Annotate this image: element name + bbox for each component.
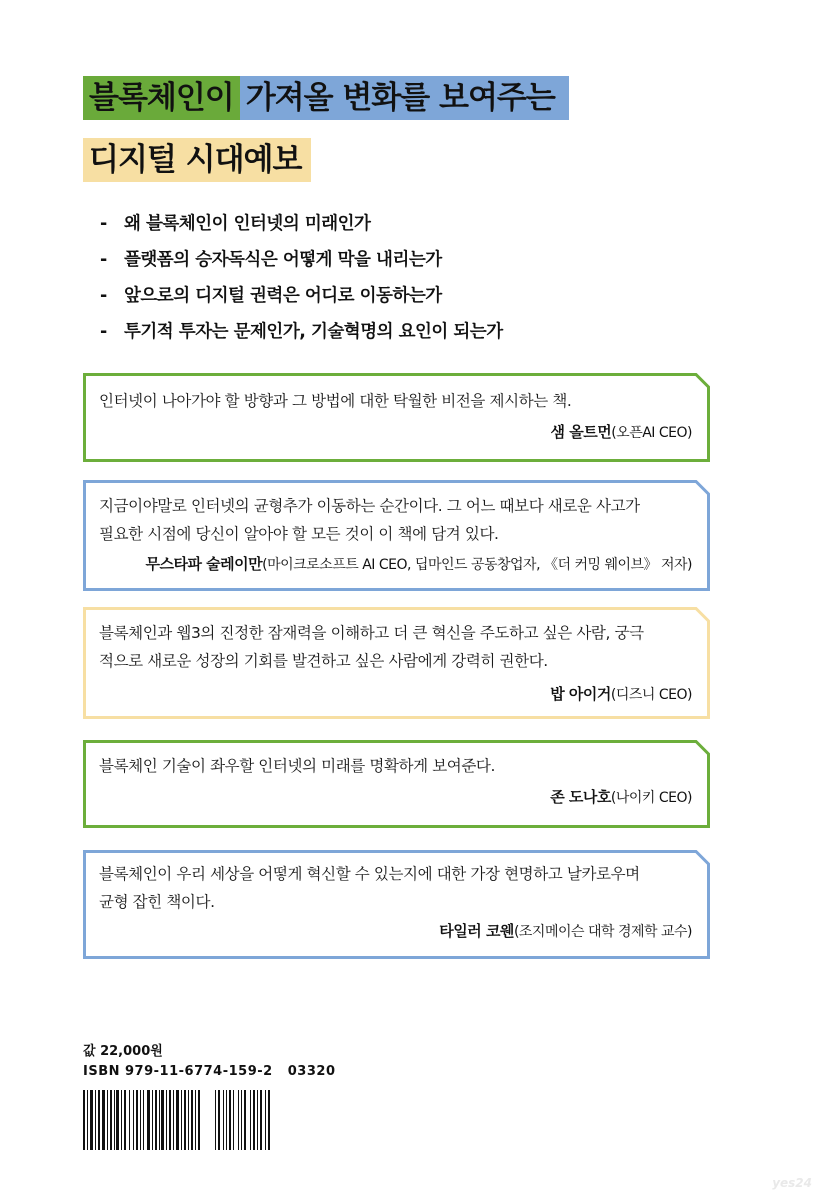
endorsement-text: 블록체인이 우리 세상을 어떻게 혁신할 수 있는지에 대한 가장 현명하고 날카로우며 균형 잡힌 책이다. <box>99 865 640 911</box>
bullet-text: 왜 블록체인이 인터넷의 미래인가 <box>124 214 371 234</box>
bullet-text: 앞으로의 디지털 권력은 어디로 이동하는가 <box>124 286 442 306</box>
endorsement-attribution: 존 도나호(나이키 CEO) <box>550 788 692 806</box>
endorsement-attribution: 타일러 코웬(조지메이슨 대학 경제학 교수) <box>439 922 692 940</box>
barcode-icon <box>83 1090 293 1150</box>
watermark: yes24 <box>772 1176 812 1190</box>
endorsement-box <box>83 373 710 462</box>
endorsement-box <box>83 607 710 719</box>
bullet-item <box>100 242 503 278</box>
bullet-item <box>100 278 503 314</box>
headline-highlight-yellow: 디지털 시대예보 <box>83 138 311 182</box>
headline-line-1 <box>83 76 569 120</box>
endorsement-text: 블록체인 기술이 좌우할 인터넷의 미래를 명확하게 보여준다. <box>99 757 496 775</box>
dash-icon: - <box>100 250 107 270</box>
bullet-text: 투기적 투자는 문제인가, 기술혁명의 요인이 되는가 <box>124 322 503 342</box>
bullet-item <box>100 206 503 242</box>
endorsement-box <box>83 480 710 591</box>
price-label: 값 22,000원 <box>83 1044 163 1059</box>
headline-highlight-green: 블록체인이 <box>83 76 240 120</box>
headline-highlight-blue: 가져올 변화를 보여주는 <box>240 76 569 120</box>
headline <box>83 76 569 200</box>
headline-line-2 <box>83 138 569 182</box>
endorsement-attribution: 밥 아이거(디즈니 CEO) <box>550 685 692 703</box>
dash-icon: - <box>100 322 107 342</box>
endorsement-text: 지금이야말로 인터넷의 균형추가 이동하는 순간이다. 그 어느 때보다 새로운 사고가 필요한 시점에 당신이 알아야 할 모든 것이 이 책에 담겨 있다. <box>99 497 640 543</box>
isbn-label: ISBN 979-11-6774-159-2 03320 <box>83 1064 336 1079</box>
bullet-item <box>100 314 503 350</box>
endorsement-box <box>83 850 710 959</box>
endorsement-attribution: 샘 올트먼(오픈AI CEO) <box>550 423 692 441</box>
endorsement-attribution: 무스타파 술레이만(마이크로소프트 AI CEO, 딥마인드 공동창업자, 《더 커밍 웨이브》 저자) <box>145 555 692 573</box>
endorsement-text: 인터넷이 나아가야 할 방향과 그 방법에 대한 탁월한 비전을 제시하는 책. <box>99 392 572 410</box>
bullet-list <box>100 206 503 350</box>
dash-icon: - <box>100 214 107 234</box>
dash-icon: - <box>100 286 107 306</box>
bullet-text: 플랫폼의 승자독식은 어떻게 막을 내리는가 <box>124 250 442 270</box>
endorsement-box <box>83 740 710 828</box>
endorsement-text: 블록체인과 웹3의 진정한 잠재력을 이해하고 더 큰 혁신을 주도하고 싶은 사람, 궁극 적으로 새로운 성장의 기회를 발견하고 싶은 사람에게 강력히 권한다. <box>99 624 644 670</box>
